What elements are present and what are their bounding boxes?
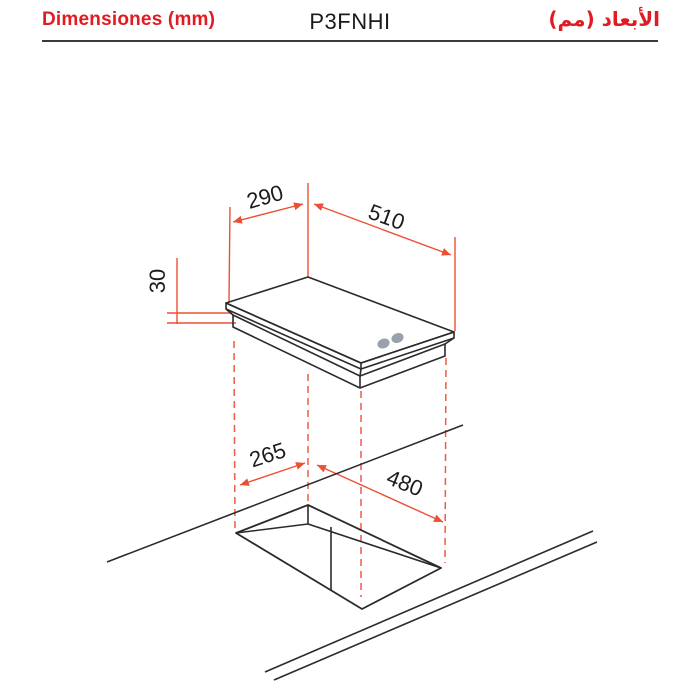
dimension-label-cutout-depth: 480 [383,464,427,502]
dimension-label-height: 30 [145,268,170,294]
header-title-arabic: الأبعاد (مم) [548,7,660,31]
dimension-label-cutout-width: 265 [246,437,290,473]
control-knob-icon [376,337,391,350]
control-knob-icon [390,331,405,344]
worktop-cutout [236,505,441,609]
extension-lines [167,183,455,331]
header-title-spanish: Dimensiones (mm) [42,9,216,30]
dimension-label-top-depth: 510 [365,198,409,235]
dimension-label-top-width: 290 [243,179,287,214]
model-number: P3FNHI [309,9,391,34]
hob-body [226,277,454,388]
worktop-lines [107,425,597,680]
glass-edge [226,303,454,369]
